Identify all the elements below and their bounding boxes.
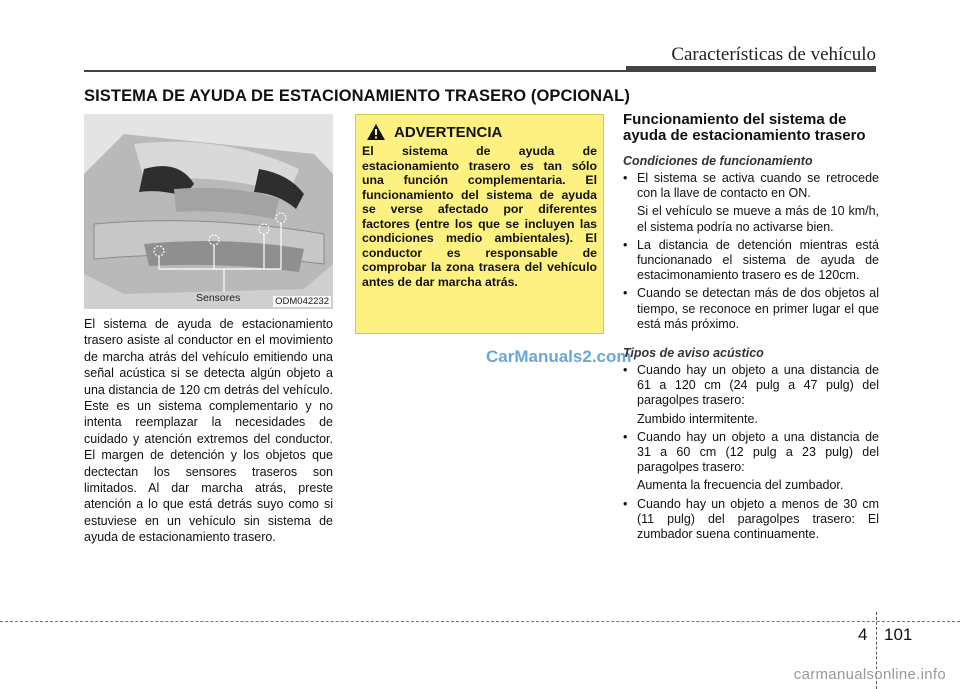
section-title: SISTEMA DE AYUDA DE ESTACIONAMIENTO TRASERO (OPCIONAL) <box>84 87 630 105</box>
rear-bumper-figure <box>84 114 333 309</box>
page-number: 101 <box>884 625 913 644</box>
operation-heading: Funcionamiento del sistema de ayuda de estacionamiento trasero <box>623 111 866 144</box>
car-rear-illustration <box>84 114 333 309</box>
bullet: • <box>623 496 628 511</box>
footer-watermark: carmanualsonline.info <box>793 666 946 683</box>
page-section-number: 4 <box>858 625 868 644</box>
warning-text: El sistema de ayuda de estacionamiento trasero es tan sólo una función complementaria. El funcionamiento del sistema de ayuda se verse afectado por diferentes factores (entre los que se incluyen las condiciones medio ambientales). El conductor es responsable de comprobar la zona trasera del vehículo antes de dar marcha atrás. <box>362 144 597 289</box>
list-item-text: La distancia de detención mientras está funcionanado el sistema de ayuda de estacimonamiento trasero es de 120cm. <box>637 237 879 283</box>
bullet: • <box>623 237 628 252</box>
list-item <box>623 171 879 235</box>
list-item <box>623 238 879 284</box>
alert-types-list <box>623 363 879 542</box>
list-item <box>623 363 879 427</box>
conditions-list <box>623 171 879 332</box>
bullet: • <box>623 286 628 301</box>
watermark-carmanuals2: CarManuals2.com <box>486 347 632 366</box>
list-item-note: Si el vehículo se mueve a más de 10 km/h, el sistema podría no activarse bien. <box>637 204 879 234</box>
list-item-note: Aumenta la frecuencia del zumbador. <box>637 478 844 493</box>
intro-paragraph: El sistema de ayuda de estacionamiento trasero asiste al conductor en el movimiento de marcha atrás del vehículo emitiendo una señal acústica si se detecta algún objeto a una distancia de 120 cm detrás del vehículo. Este es un sistema complementario y no intenta reemplazar la necesidades de cuidado y atención extremos del conductor. El margen de detención y los objetos que dectectan los sensores traseros son limitados. Al dar marcha atrás, preste atención a lo que está detrás suyo como si estuviese en un vehículo sin sistema de ayuda de estacionamiento trasero. <box>84 317 333 545</box>
list-item-note: Zumbido intermitente. <box>637 411 758 426</box>
figure-label-sensores: Sensores <box>196 292 241 304</box>
list-item <box>623 497 879 543</box>
operation-column <box>623 112 879 545</box>
warning-title: ADVERTENCIA <box>394 123 503 141</box>
alert-types-subheading: Tipos de aviso acústico <box>623 346 764 361</box>
list-item-text: Cuando se detectan más de dos objetos al tiempo, se reconoce en primer lugar el que está más próximo. <box>637 286 879 331</box>
figure-code: ODM042232 <box>275 296 329 307</box>
header-title: Características de vehículo <box>671 44 876 65</box>
bullet: • <box>623 363 628 378</box>
bullet: • <box>623 429 628 444</box>
list-item-text: El sistema se activa cuando se retrocede con la llave de contacto en ON. <box>637 171 879 201</box>
warning-triangle-icon <box>366 123 386 141</box>
list-item-text: Cuando hay un objeto a menos de 30 cm (11 pulg) del paragolpes trasero: El zumbador suena continuamente. <box>637 496 879 542</box>
header-rule-accent <box>626 66 876 72</box>
warning-box <box>355 114 604 334</box>
list-item <box>623 430 879 494</box>
list-item <box>623 286 879 332</box>
conditions-subheading: Condiciones de funcionamiento <box>623 154 813 168</box>
list-item-text: Cuando hay un objeto a una distancia de 31 a 60 cm (12 pulg a 23 pulg) del paragolpes trasero: <box>637 429 879 475</box>
list-item-text: Cuando hay un objeto a una distancia de 61 a 120 cm (24 pulg a 47 pulg) del paragolpes trasero: <box>637 363 879 408</box>
footer-dashed-rule <box>0 621 960 622</box>
bullet: • <box>623 171 628 185</box>
